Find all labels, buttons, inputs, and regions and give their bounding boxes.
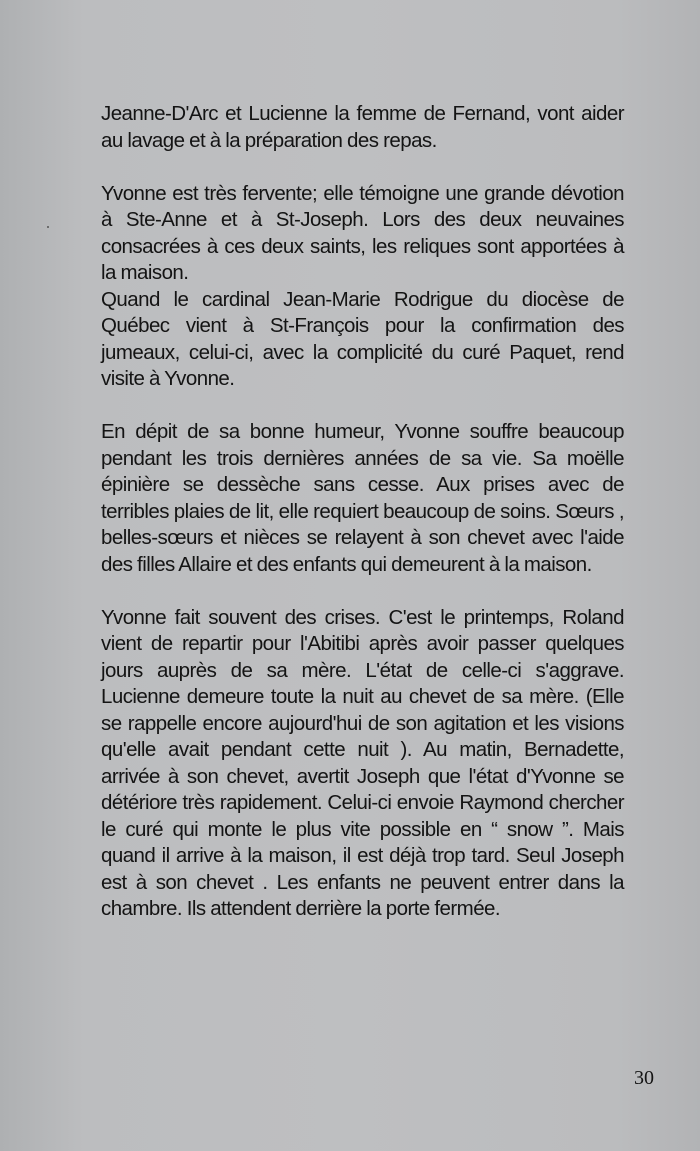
paragraph-illness: En dépit de sa bonne humeur, Yvonne souffre beaucoup pendant les trois dernières années de sa vie. Sa moëlle épinière se dessèche sans cesse. Aux prises avec de terribles plaies de lit, elle requiert beaucoup de soins. Sœurs , belles-sœurs et nièces se relayent à son chevet avec l'aide des filles Allaire et des enfants qui demeurent à la maison.	[101, 420, 624, 576]
paragraph-cardinal-visit: Quand le cardinal Jean-Marie Rodrigue du diocèse de Québec vient à St-François pour la confirmation des jumeaux, celui-ci, avec la complicité du curé Paquet, rend visite à Yvonne.	[101, 287, 624, 390]
paragraph-helpers: Jeanne-D'Arc et Lucienne la femme de Fernand, vont aider au lavage et à la préparation des repas.	[101, 102, 624, 152]
page-number: 30	[634, 1067, 654, 1089]
paragraph-final-night: Yvonne fait souvent des crises. C'est le printemps, Roland vient de repartir pour l'Abitibi après avoir passer quelques jours auprès de sa mère. L'état de celle-ci s'aggrave. Lucienne demeure toute la nuit au chevet de sa mère. (Elle se rappelle encore aujourd'hui de son agitation et les visions qu'elle avait pendant cette nuit ). Au matin, Bernadette, arrivée à son chevet, avertit Joseph que l'état d'Yvonne se détériore très rapidement. Celui-ci envoie Raymond chercher le curé qui monte le plus vite possible en “ snow ”. Mais quand il arrive à la maison, il est déjà trop tard. Seul Joseph est à son chevet . Les enfants ne peuvent entrer dans la chambre. Ils attendent derrière la porte fermée.	[101, 605, 624, 920]
paragraph-devotion: Yvonne est très fervente; elle témoigne une grande dévotion à Ste-Anne et à St-Joseph. Lors des deux neuvaines consacrées à ces deux saints, les reliques sont apportées à la maison.	[101, 181, 624, 284]
scan-speck	[47, 226, 49, 228]
text-block	[101, 101, 624, 923]
